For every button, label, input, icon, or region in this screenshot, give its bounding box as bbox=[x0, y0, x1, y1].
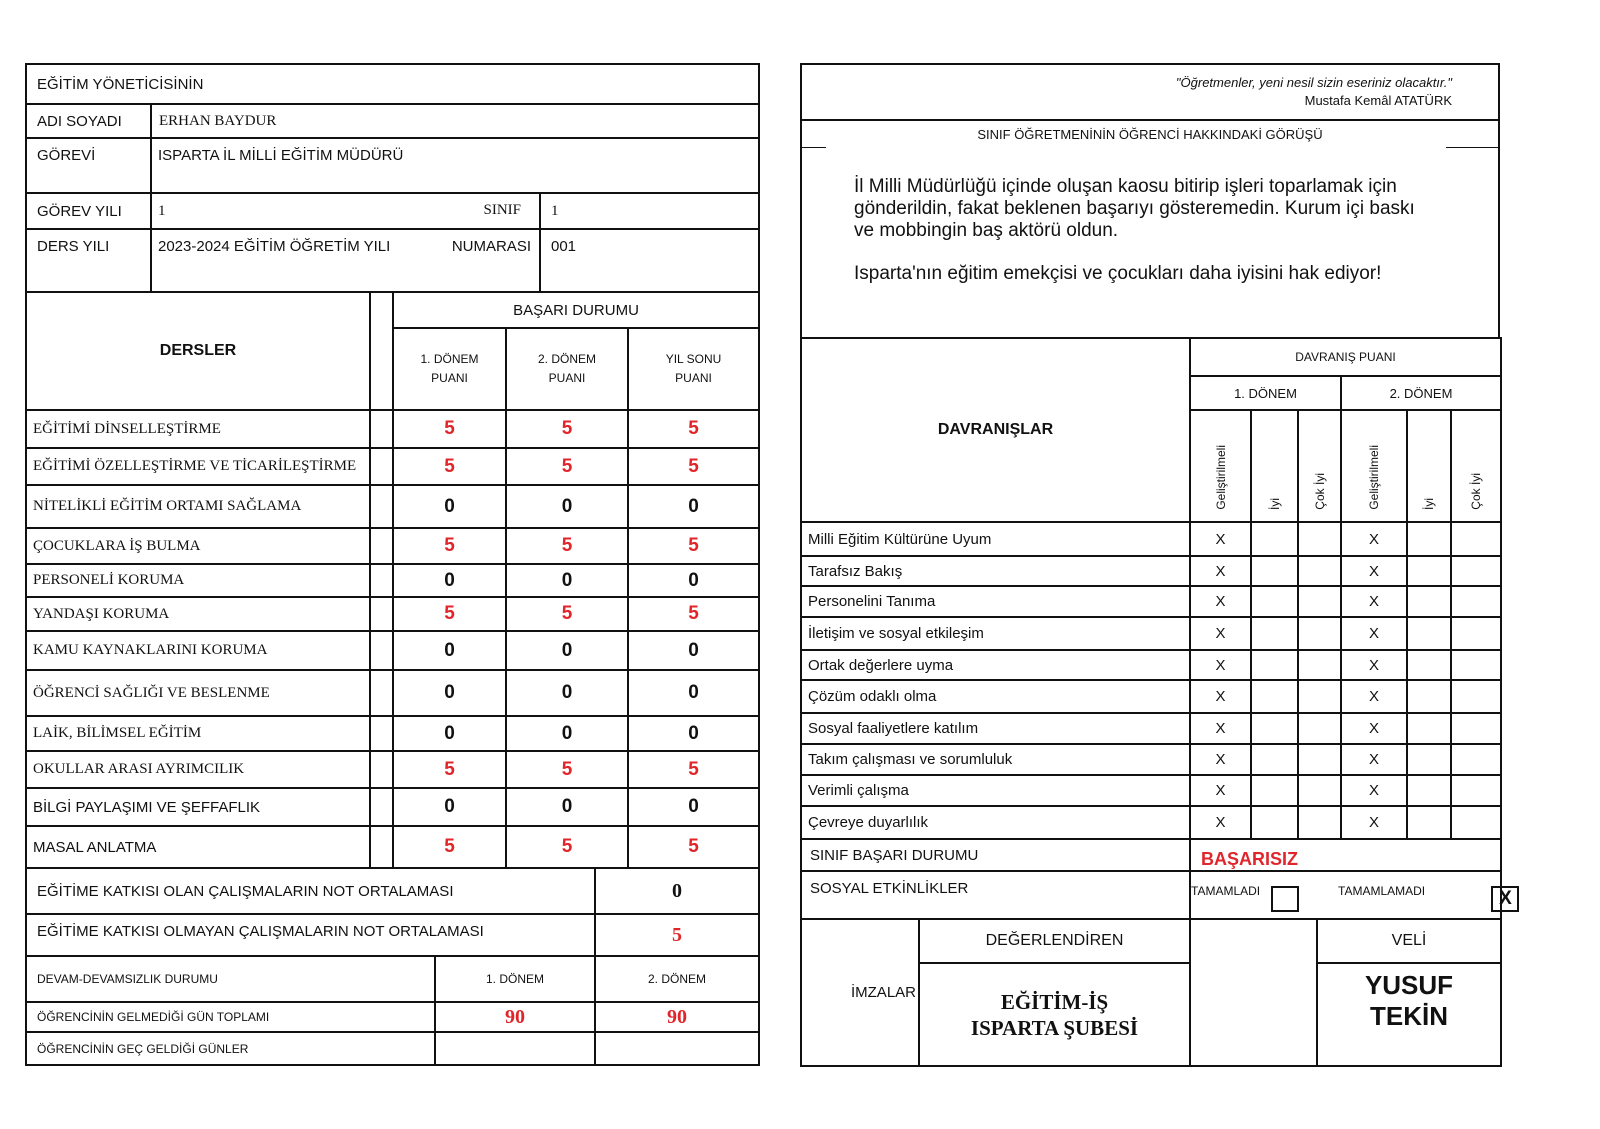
lesson-score-s3: 0 bbox=[628, 788, 759, 826]
not-completed-checkbox[interactable] bbox=[1491, 886, 1519, 912]
evaluator-line-1: EĞİTİM-İŞ bbox=[1000, 989, 1109, 1014]
lesson-score-s3: 5 bbox=[628, 448, 759, 485]
not-completed-label: TAMAMLAMADI bbox=[1338, 884, 1426, 898]
behavior-t1-good bbox=[1251, 744, 1298, 775]
lesson-row bbox=[26, 826, 759, 868]
behavior-rows bbox=[801, 522, 1501, 839]
behavior-name: Ortak değerlere uyma bbox=[801, 650, 1190, 680]
opinion-line-3: ve mobbingin baş aktörü oldun. bbox=[854, 220, 1119, 241]
lesson-row bbox=[26, 528, 759, 564]
lesson-spacer bbox=[370, 716, 393, 751]
lesson-row bbox=[26, 448, 759, 485]
parent-signature bbox=[1317, 963, 1501, 1066]
behavior-t2-improve: X bbox=[1341, 617, 1407, 650]
signatures-label: İMZALAR bbox=[801, 919, 919, 1066]
class-value: 1 bbox=[540, 193, 759, 229]
lesson-score-s3: 5 bbox=[628, 826, 759, 868]
behavior-t1-verygood bbox=[1298, 680, 1341, 713]
parent-label: VELİ bbox=[1317, 919, 1501, 963]
evaluator-label: DEĞERLENDİREN bbox=[919, 919, 1190, 963]
lesson-score-s1: 0 bbox=[393, 670, 506, 716]
header-title: EĞİTİM YÖNETİCİSİNİN bbox=[26, 64, 759, 104]
lesson-score-s2: 5 bbox=[506, 826, 628, 868]
grade-t1-verygood bbox=[1298, 410, 1341, 522]
behavior-t1-good bbox=[1251, 680, 1298, 713]
opinion-cell bbox=[801, 120, 1499, 338]
lesson-score-s3: 5 bbox=[628, 528, 759, 564]
behavior-row bbox=[801, 586, 1501, 617]
grade-label: Çok İyi bbox=[1312, 473, 1327, 510]
behavior-t2-good bbox=[1407, 744, 1451, 775]
behavior-t2-verygood bbox=[1451, 650, 1501, 680]
right-card bbox=[800, 63, 1512, 1067]
behavior-t2-good bbox=[1407, 713, 1451, 744]
behavior-table bbox=[800, 337, 1502, 840]
late-term1 bbox=[435, 1032, 595, 1065]
behavior-name: Milli Eğitim Kültürüne Uyum bbox=[801, 522, 1190, 556]
quote-author: Mustafa Kemâl ATATÜRK bbox=[1304, 93, 1452, 108]
behavior-t2-improve: X bbox=[1341, 556, 1407, 586]
attendance-term2: 2. DÖNEM bbox=[595, 956, 759, 1002]
behavior-t1-good bbox=[1251, 522, 1298, 556]
class-success-label: SINIF BAŞARI DURUMU bbox=[801, 839, 1190, 871]
lesson-score-s1: 5 bbox=[393, 410, 506, 448]
opinion-line-2: gönderildin, fakat beklenen başarıyı gösteremedin. Kurum içi baskı bbox=[854, 198, 1415, 219]
lesson-score-s3: 5 bbox=[628, 410, 759, 448]
lesson-score-s1: 0 bbox=[393, 564, 506, 597]
behavior-term2: 2. DÖNEM bbox=[1341, 376, 1501, 410]
opinion-text bbox=[854, 176, 1498, 285]
lesson-spacer bbox=[370, 485, 393, 528]
lesson-name: LAİK, BİLİMSEL EĞİTİM bbox=[26, 716, 370, 751]
lesson-row bbox=[26, 670, 759, 716]
lesson-name: PERSONELİ KORUMA bbox=[26, 564, 370, 597]
success-header: BAŞARI DURUMU bbox=[393, 292, 759, 328]
behavior-t2-verygood bbox=[1451, 744, 1501, 775]
lesson-spacer bbox=[370, 448, 393, 485]
behavior-t2-verygood bbox=[1451, 586, 1501, 617]
behavior-t1-improve: X bbox=[1190, 556, 1251, 586]
grade-label: Çok İyi bbox=[1469, 473, 1483, 510]
lesson-score-s1: 0 bbox=[393, 631, 506, 670]
signature-table bbox=[800, 918, 1502, 1067]
lesson-row bbox=[26, 410, 759, 448]
behaviors-header: DAVRANIŞLAR bbox=[801, 338, 1190, 522]
behavior-t1-improve: X bbox=[1190, 775, 1251, 806]
lesson-score-s1: 0 bbox=[393, 716, 506, 751]
parent-line-1: YUSUF bbox=[1364, 970, 1454, 1000]
absent-term1: 90 bbox=[435, 1002, 595, 1032]
spacer-column bbox=[370, 292, 393, 410]
attendance-term1: 1. DÖNEM bbox=[435, 956, 595, 1002]
behavior-name: Çözüm odaklı olma bbox=[801, 680, 1190, 713]
behavior-t1-good bbox=[1251, 806, 1298, 839]
col-term1-header bbox=[393, 328, 506, 410]
attendance-table bbox=[25, 955, 760, 1066]
behavior-t1-improve: X bbox=[1190, 650, 1251, 680]
lesson-spacer bbox=[370, 826, 393, 868]
attendance-label: DEVAM-DEVAMSIZLIK DURUMU bbox=[26, 956, 435, 1002]
lesson-score-s2: 5 bbox=[506, 751, 628, 788]
number-value: 001 bbox=[540, 229, 759, 292]
grade-label: Geliştirilmeli bbox=[1213, 445, 1228, 510]
left-card bbox=[25, 63, 758, 1066]
late-term2 bbox=[595, 1032, 759, 1065]
opinion-table bbox=[800, 63, 1500, 339]
completed-label: TAMAMLADI bbox=[1191, 884, 1261, 898]
lesson-name: EĞİTİMİ DİNSELLEŞTİRME bbox=[26, 410, 370, 448]
behavior-row bbox=[801, 744, 1501, 775]
behavior-t2-good bbox=[1407, 775, 1451, 806]
lessons-table bbox=[25, 291, 760, 869]
opinion-last-line: Isparta'nın eğitim emekçisi ve çocukları daha iyisini hak ediyor! bbox=[854, 263, 1382, 284]
parent-line-2: TEKİN bbox=[1370, 1001, 1448, 1031]
status-table bbox=[800, 838, 1512, 920]
duty-year-value: 1 bbox=[158, 202, 166, 219]
behavior-name: Sosyal faaliyetlere katılım bbox=[801, 713, 1190, 744]
lesson-name: KAMU KAYNAKLARINI KORUMA bbox=[26, 631, 370, 670]
lesson-spacer bbox=[370, 631, 393, 670]
col-term2-line1: 2. DÖNEM bbox=[537, 352, 596, 366]
behavior-t2-verygood bbox=[1451, 806, 1501, 839]
behavior-t1-verygood bbox=[1298, 586, 1341, 617]
lesson-row bbox=[26, 751, 759, 788]
lesson-score-s1: 5 bbox=[393, 751, 506, 788]
lesson-name: ÖĞRENCİ SAĞLIĞI VE BESLENME bbox=[26, 670, 370, 716]
grade-label: İyi bbox=[1422, 498, 1436, 510]
behavior-t2-improve: X bbox=[1341, 775, 1407, 806]
lesson-score-s2: 0 bbox=[506, 716, 628, 751]
behavior-t1-improve: X bbox=[1190, 617, 1251, 650]
behavior-term1: 1. DÖNEM bbox=[1190, 376, 1341, 410]
absent-label: ÖĞRENCİNİN GELMEDİĞİ GÜN TOPLAMI bbox=[26, 1002, 435, 1032]
lesson-row bbox=[26, 631, 759, 670]
behavior-t1-good bbox=[1251, 556, 1298, 586]
grade-t1-good bbox=[1251, 410, 1298, 522]
duty-year-label: GÖREV YILI bbox=[26, 193, 151, 229]
col-year-line1: YIL SONU bbox=[665, 352, 722, 366]
lesson-name: OKULLAR ARASI AYRIMCILIK bbox=[26, 751, 370, 788]
behavior-name: Personelini Tanıma bbox=[801, 586, 1190, 617]
lesson-spacer bbox=[370, 528, 393, 564]
behavior-t1-verygood bbox=[1298, 775, 1341, 806]
behavior-name: İletişim ve sosyal etkileşim bbox=[801, 617, 1190, 650]
col-term1-line1: 1. DÖNEM bbox=[420, 352, 479, 366]
opinion-line-1: İl Milli Müdürlüğü içinde oluşan kaosu bitirip işleri toparlamak için bbox=[854, 176, 1397, 197]
behavior-t1-improve: X bbox=[1190, 680, 1251, 713]
lesson-score-s1: 0 bbox=[393, 485, 506, 528]
lesson-name: ÇOCUKLARA İŞ BULMA bbox=[26, 528, 370, 564]
lessons-header: DERSLER bbox=[26, 292, 370, 410]
signature-blank bbox=[1190, 919, 1317, 1066]
lesson-score-s2: 0 bbox=[506, 788, 628, 826]
behavior-t1-improve: X bbox=[1190, 522, 1251, 556]
lesson-score-s1: 5 bbox=[393, 597, 506, 631]
lesson-score-s3: 0 bbox=[628, 716, 759, 751]
lesson-score-s1: 5 bbox=[393, 826, 506, 868]
lesson-score-s2: 0 bbox=[506, 485, 628, 528]
behavior-t2-good bbox=[1407, 586, 1451, 617]
behavior-t2-improve: X bbox=[1341, 806, 1407, 839]
lesson-score-s2: 0 bbox=[506, 670, 628, 716]
behavior-t2-improve: X bbox=[1341, 744, 1407, 775]
lesson-spacer bbox=[370, 670, 393, 716]
behavior-t1-improve: X bbox=[1190, 713, 1251, 744]
behavior-t1-improve: X bbox=[1190, 744, 1251, 775]
grade-t2-improve bbox=[1341, 410, 1407, 522]
lesson-score-s2: 5 bbox=[506, 410, 628, 448]
quote-text: "Öğretmenler, yeni nesil sizin eseriniz olacaktır." bbox=[1175, 75, 1452, 90]
behavior-t2-improve: X bbox=[1341, 586, 1407, 617]
duty-value: ISPARTA İL MİLLİ EĞİTİM MÜDÜRÜ bbox=[151, 138, 759, 193]
lesson-name: MASAL ANLATMA bbox=[26, 826, 370, 868]
avg2-label: EĞİTİME KATKISI OLMAYAN ÇALIŞMALARIN NOT ORTALAMASI bbox=[26, 914, 595, 956]
class-success-value: BAŞARISIZ bbox=[1190, 839, 1501, 871]
quote-cell bbox=[801, 64, 1499, 120]
late-label: ÖĞRENCİNİN GEÇ GELDİĞİ GÜNLER bbox=[26, 1032, 435, 1065]
behavior-t2-good bbox=[1407, 650, 1451, 680]
behavior-t1-verygood bbox=[1298, 617, 1341, 650]
school-year-value: 2023-2024 EĞİTİM ÖĞRETİM YILI bbox=[158, 238, 391, 255]
duty-label: GÖREVİ bbox=[26, 138, 151, 193]
social-options bbox=[1190, 871, 1512, 919]
behavior-t1-verygood bbox=[1298, 744, 1341, 775]
behavior-t1-verygood bbox=[1298, 713, 1341, 744]
behavior-t2-verygood bbox=[1451, 680, 1501, 713]
lesson-score-s3: 5 bbox=[628, 751, 759, 788]
lesson-score-s2: 5 bbox=[506, 448, 628, 485]
behavior-t1-verygood bbox=[1298, 650, 1341, 680]
behavior-name: Takım çalışması ve sorumluluk bbox=[801, 744, 1190, 775]
behavior-row bbox=[801, 680, 1501, 713]
lesson-score-s3: 0 bbox=[628, 631, 759, 670]
lesson-row bbox=[26, 564, 759, 597]
lesson-score-s1: 5 bbox=[393, 528, 506, 564]
behavior-t2-improve: X bbox=[1341, 713, 1407, 744]
behavior-row bbox=[801, 522, 1501, 556]
absent-term2: 90 bbox=[595, 1002, 759, 1032]
behavior-row bbox=[801, 617, 1501, 650]
behavior-t2-good bbox=[1407, 806, 1451, 839]
lesson-score-s1: 5 bbox=[393, 448, 506, 485]
lesson-score-s1: 0 bbox=[393, 788, 506, 826]
lesson-name: YANDAŞI KORUMA bbox=[26, 597, 370, 631]
behavior-t1-verygood bbox=[1298, 522, 1341, 556]
grade-label: İyi bbox=[1267, 498, 1282, 510]
behavior-name: Çevreye duyarlılık bbox=[801, 806, 1190, 839]
evaluator-signature bbox=[919, 963, 1190, 1066]
col-term2-line2: PUANI bbox=[548, 371, 586, 385]
behavior-row bbox=[801, 775, 1501, 806]
behavior-t2-verygood bbox=[1451, 775, 1501, 806]
number-label: NUMARASI bbox=[451, 238, 531, 255]
lesson-row bbox=[26, 597, 759, 631]
behavior-t1-improve: X bbox=[1190, 586, 1251, 617]
lesson-score-s3: 0 bbox=[628, 670, 759, 716]
behavior-t2-good bbox=[1407, 680, 1451, 713]
lesson-score-s2: 5 bbox=[506, 597, 628, 631]
school-year-label: DERS YILI bbox=[26, 229, 151, 292]
behavior-row bbox=[801, 713, 1501, 744]
name-value: ERHAN BAYDUR bbox=[151, 104, 759, 138]
behavior-name: Verimli çalışma bbox=[801, 775, 1190, 806]
behavior-t2-good bbox=[1407, 522, 1451, 556]
behavior-t1-good bbox=[1251, 586, 1298, 617]
lesson-spacer bbox=[370, 751, 393, 788]
behavior-t2-verygood bbox=[1451, 522, 1501, 556]
col-year-line2: PUANI bbox=[675, 371, 712, 385]
behavior-t1-good bbox=[1251, 713, 1298, 744]
behavior-t2-verygood bbox=[1451, 617, 1501, 650]
behavior-t1-verygood bbox=[1298, 556, 1341, 586]
behavior-t1-good bbox=[1251, 617, 1298, 650]
lesson-name: BİLGİ PAYLAŞIMI VE ŞEFFAFLIK bbox=[26, 788, 370, 826]
lesson-rows bbox=[26, 410, 759, 868]
behavior-t2-good bbox=[1407, 556, 1451, 586]
lesson-row bbox=[26, 788, 759, 826]
grade-t2-good bbox=[1407, 410, 1451, 522]
lesson-score-s2: 0 bbox=[506, 564, 628, 597]
col-year-header bbox=[628, 328, 759, 410]
behavior-t1-improve: X bbox=[1190, 806, 1251, 839]
opinion-title: SINIF ÖĞRETMENİNİN ÖĞRENCİ HAKKINDAKİ GÖRÜŞÜ bbox=[977, 127, 1323, 142]
col-term2-header bbox=[506, 328, 628, 410]
lesson-name: EĞİTİMİ ÖZELLEŞTİRME VE TİCARİLEŞTİRME bbox=[26, 448, 370, 485]
behavior-name: Tarafsız Bakış bbox=[801, 556, 1190, 586]
behavior-row bbox=[801, 650, 1501, 680]
grade-t1-improve bbox=[1190, 410, 1251, 522]
lesson-score-s3: 5 bbox=[628, 597, 759, 631]
lesson-score-s3: 0 bbox=[628, 564, 759, 597]
lesson-spacer bbox=[370, 597, 393, 631]
behavior-row bbox=[801, 556, 1501, 586]
behavior-t2-verygood bbox=[1451, 713, 1501, 744]
behavior-t1-good bbox=[1251, 650, 1298, 680]
behavior-score-header: DAVRANIŞ PUANI bbox=[1190, 338, 1501, 376]
behavior-t2-verygood bbox=[1451, 556, 1501, 586]
checkbox-mark: X bbox=[1499, 888, 1512, 909]
class-label: SINIF bbox=[483, 202, 521, 218]
name-label: ADI SOYADI bbox=[26, 104, 151, 138]
col-term1-line2: PUANI bbox=[431, 371, 468, 385]
manager-info-table bbox=[25, 63, 760, 293]
behavior-t1-verygood bbox=[1298, 806, 1341, 839]
lesson-score-s3: 0 bbox=[628, 485, 759, 528]
duty-year-cell bbox=[151, 193, 540, 229]
school-year-cell bbox=[151, 229, 540, 292]
opinion-rule-left bbox=[802, 147, 826, 148]
grade-label: Geliştirilmeli bbox=[1367, 445, 1381, 510]
evaluator-line-2: ISPARTA ŞUBESİ bbox=[970, 1015, 1139, 1040]
lesson-score-s2: 5 bbox=[506, 528, 628, 564]
avg1-label: EĞİTİME KATKISI OLAN ÇALIŞMALARIN NOT ORTALAMASI bbox=[26, 868, 595, 914]
opinion-rule-right bbox=[1446, 147, 1498, 148]
avg2-value: 5 bbox=[595, 914, 759, 956]
lesson-spacer bbox=[370, 410, 393, 448]
behavior-t2-improve: X bbox=[1341, 680, 1407, 713]
grade-t2-verygood bbox=[1451, 410, 1501, 522]
behavior-t1-good bbox=[1251, 775, 1298, 806]
lesson-spacer bbox=[370, 564, 393, 597]
lesson-score-s2: 0 bbox=[506, 631, 628, 670]
lesson-row bbox=[26, 716, 759, 751]
social-label: SOSYAL ETKİNLİKLER bbox=[801, 871, 1190, 919]
averages-table bbox=[25, 867, 760, 957]
behavior-t2-good bbox=[1407, 617, 1451, 650]
behavior-row bbox=[801, 806, 1501, 839]
avg1-value: 0 bbox=[595, 868, 759, 914]
lesson-name: NİTELİKLİ EĞİTİM ORTAMI SAĞLAMA bbox=[26, 485, 370, 528]
completed-checkbox[interactable] bbox=[1271, 886, 1299, 912]
behavior-t2-improve: X bbox=[1341, 522, 1407, 556]
behavior-t2-improve: X bbox=[1341, 650, 1407, 680]
lesson-spacer bbox=[370, 788, 393, 826]
lesson-row bbox=[26, 485, 759, 528]
